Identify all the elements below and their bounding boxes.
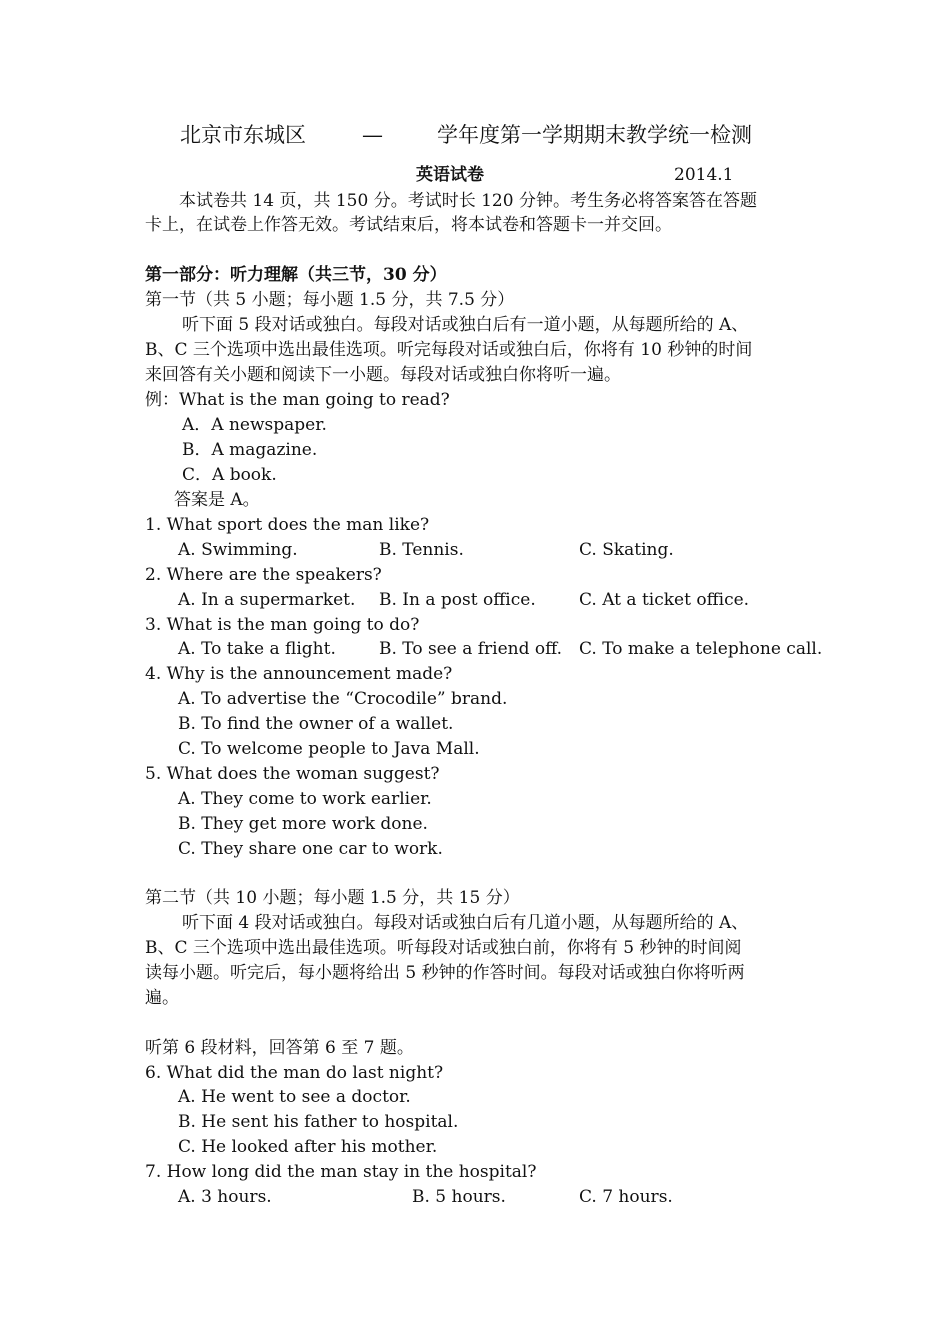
option-b: B. 5 hours. <box>412 1187 506 1207</box>
section1-instruction: 来回答有关小题和阅读下一小题。每段对话或独白你将听一遍。 <box>145 365 621 385</box>
section1-heading: 第一节（共 5 小题；每小题 1.5 分，共 7.5 分） <box>145 290 515 310</box>
option-c: C. To make a telephone call. <box>579 639 823 659</box>
option-a: A. 3 hours. <box>178 1187 272 1207</box>
section1-instruction: 听下面 5 段对话或独白。每段对话或独白后有一道小题，从每题所给的 A、 <box>182 315 749 335</box>
title-year-dash: — <box>362 123 383 147</box>
section2-instruction: 读每小题。听完后，每小题将给出 5 秒钟的作答时间。每段对话或独白你将听两 <box>145 963 745 983</box>
option-b: B. To find the owner of a wallet. <box>178 714 454 734</box>
intro-line: 本试卷共 14 页，共 150 分。考试时长 120 分钟。考生务必将答案答在答题 <box>179 191 757 211</box>
question-3: 3. What is the man going to do? <box>145 615 420 635</box>
option-c: C. He looked after his mother. <box>178 1137 438 1157</box>
title-district: 北京市东城区 <box>180 123 306 147</box>
option-c: C. To welcome people to Java Mall. <box>178 739 480 759</box>
option-c: C. At a ticket office. <box>579 590 750 610</box>
option-b: B. He sent his father to hospital. <box>178 1112 459 1132</box>
section2-instruction: B、C 三个选项中选出最佳选项。听每段对话或独白前，你将有 5 秒钟的时间阅 <box>145 938 742 958</box>
question-6: 6. What did the man do last night? <box>145 1063 444 1083</box>
option-b: B. In a post office. <box>379 590 536 610</box>
subject-label: 英语试卷 <box>416 165 484 185</box>
option-a: A. They come to work earlier. <box>178 789 432 809</box>
part1-heading: 第一部分：听力理解（共三节，30 分） <box>145 265 447 285</box>
example-option: A．A newspaper. <box>182 415 327 435</box>
title-exam-name: 学年度第一学期期末教学统一检测 <box>437 123 752 147</box>
question-4: 4. Why is the announcement made? <box>145 664 453 684</box>
question-5: 5. What does the woman suggest? <box>145 764 440 784</box>
option-c: C. 7 hours. <box>579 1187 673 1207</box>
option-a: A. To advertise the “Crocodile” brand. <box>178 689 508 709</box>
passage-note: 听第 6 段材料，回答第 6 至 7 题。 <box>145 1038 414 1058</box>
question-1: 1. What sport does the man like? <box>145 515 430 535</box>
intro-line: 卡上，在试卷上作答无效。考试结束后，将本试卷和答题卡一并交回。 <box>145 215 672 235</box>
option-a: A. In a supermarket. <box>178 590 356 610</box>
option-a: A. To take a flight. <box>178 639 336 659</box>
section2-instruction: 听下面 4 段对话或独白。每段对话或独白后有几道小题，从每题所给的 A、 <box>182 913 749 933</box>
option-b: B. Tennis. <box>379 540 464 560</box>
option-a: A. Swimming. <box>178 540 298 560</box>
example-option: B．A magazine. <box>182 440 318 460</box>
section1-instruction: B、C 三个选项中选出最佳选项。听完每段对话或独白后，你将有 10 秒钟的时间 <box>145 340 753 360</box>
section2-instruction: 遍。 <box>145 988 179 1008</box>
exam-date: 2014.1 <box>674 165 734 185</box>
example-question: 例：What is the man going to read? <box>145 390 450 410</box>
option-b: B. To see a friend off. <box>379 639 563 659</box>
option-b: B. They get more work done. <box>178 814 428 834</box>
question-2: 2. Where are the speakers? <box>145 565 382 585</box>
option-c: C. Skating. <box>579 540 674 560</box>
example-option: C．A book. <box>182 465 277 485</box>
option-a: A. He went to see a doctor. <box>178 1087 411 1107</box>
section2-heading: 第二节（共 10 小题；每小题 1.5 分，共 15 分） <box>145 888 520 908</box>
question-7: 7. How long did the man stay in the hospital? <box>145 1162 537 1182</box>
option-c: C. They share one car to work. <box>178 839 443 859</box>
example-answer: 答案是 A。 <box>174 490 260 510</box>
